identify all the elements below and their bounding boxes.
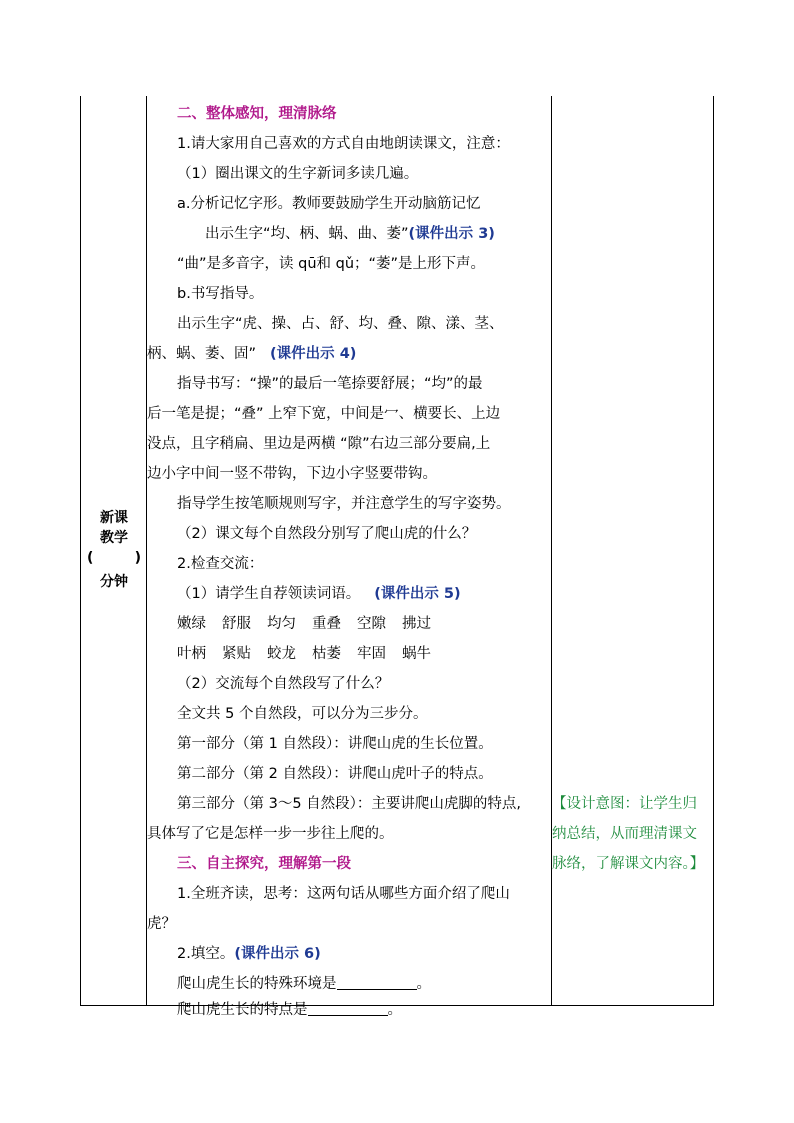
content-line: 第一部分（第 1 自然段）：讲爬山虎的生长位置。 [177,736,493,752]
vocab-word: 牢固 [357,646,386,662]
content-line: 1.全班齐读，思考：这两句话从哪些方面介绍了爬山 [177,886,510,902]
section-label-column [81,96,147,1005]
content-line: 没点，且字稍扁、里边是两横 “隙”右边三部分要扁,上 [147,436,491,452]
design-note-line: 脉络，了解课文内容。】 [552,856,705,872]
minutes-blank [87,548,141,568]
courseware-tag: (课件出示 5) [374,586,461,602]
content-line: 具体写了它是怎样一步一步往上爬的。 [147,826,394,842]
content-text: 。 [416,976,431,992]
courseware-tag: (课件出示 4) [270,346,357,362]
content-line: 虎？ [147,916,176,932]
design-note-line: 纳总结，从而理清课文 [552,826,697,842]
fill-blank-line [147,997,581,1023]
content-text: （1）请学生自荐领读词语。 [177,586,361,602]
answer-blank [308,997,388,1016]
content-line [147,339,551,369]
content-text: 。 [387,1002,402,1018]
lesson-content [147,96,551,1018]
content-line: “曲”是多音字，读 qū和 qǔ；“萎”是上形下声。 [177,256,486,272]
content-line: 后一笔是提；“叠” 上窄下宽，中间是冖、横要长、上边 [147,406,501,422]
content-line: a.分析记忆字形。教师要鼓励学生开动脑筋记忆 [177,196,481,212]
vocab-word: 紧贴 [222,646,251,662]
vocab-row [147,609,581,639]
heading-overall: 二、整体感知，理清脉络 [177,106,337,122]
content-line: 边小字中间一竖不带钩，下边小字竖要带钩。 [147,466,437,482]
vocab-word: 舒服 [222,616,251,632]
courseware-tag: (课件出示 3) [408,226,495,242]
fill-blank-line [147,969,581,999]
vocab-row [147,639,581,669]
answer-blank [337,971,417,990]
content-line: 全文共 5 个自然段，可以分为三步分。 [177,706,428,722]
content-line: b.书写指导。 [177,286,264,302]
content-line: 1.请大家用自己喜欢的方式自由地朗读课文，注意： [177,136,510,152]
paren-open: ( [87,550,94,566]
content-line [147,579,581,609]
design-note-line: 【设计意图：让学生归 [552,796,697,812]
content-line: 出示生字“虎、操、占、舒、均、叠、隙、漾、茎、 [177,316,504,332]
section-label-line3: 分钟 [100,574,128,590]
design-note-column [551,96,714,1005]
content-line: （1）圈出课文的生字新词多读几遍。 [177,166,419,182]
content-line: （2）交流每个自然段写了什么？ [177,676,390,692]
section-label-line2: 教学 [100,530,128,546]
vocab-word: 叶柄 [177,646,206,662]
vocab-word: 蛟龙 [267,646,296,662]
content-line: 第二部分（第 2 自然段）：讲爬山虎叶子的特点。 [177,766,493,782]
lesson-table [80,96,714,1018]
vocab-word: 拂过 [402,616,431,632]
content-line: 第三部分（第 3～5 自然段）：主要讲爬山虎脚的特点, [177,796,522,812]
vocab-word: 空隙 [357,616,386,632]
vocab-word: 蜗牛 [402,646,431,662]
content-line: 2.检查交流： [177,556,264,572]
heading-explore: 三、自主探究，理解第一段 [177,856,351,872]
content-text: 出示生字“均、柄、蜗、曲、萎” [205,226,409,242]
vocab-word: 枯萎 [312,646,341,662]
vocab-word: 重叠 [312,616,341,632]
content-line [147,219,609,249]
content-text: 爬山虎生长的特点是 [177,1002,308,1018]
content-text: 柄、蜗、萎、固” [147,346,257,362]
content-line: （2）课文每个自然段分别写了爬山虎的什么？ [177,526,477,542]
courseware-tag: (课件出示 6) [234,946,321,962]
section-label-line1: 新课 [100,510,128,526]
vocab-word: 嫩绿 [177,616,206,632]
content-line: 指导学生按笔顺规则写字，并注意学生的写字姿势。 [177,496,511,512]
content-line [147,939,581,969]
content-text: 爬山虎生长的特殊环境是 [177,976,337,992]
paren-close: ) [134,550,141,566]
vocab-word: 均匀 [267,616,296,632]
content-text: 2.填空。 [177,946,235,962]
content-line: 指导书写：“操”的最后一笔捺要舒展；“均”的最 [177,376,483,392]
